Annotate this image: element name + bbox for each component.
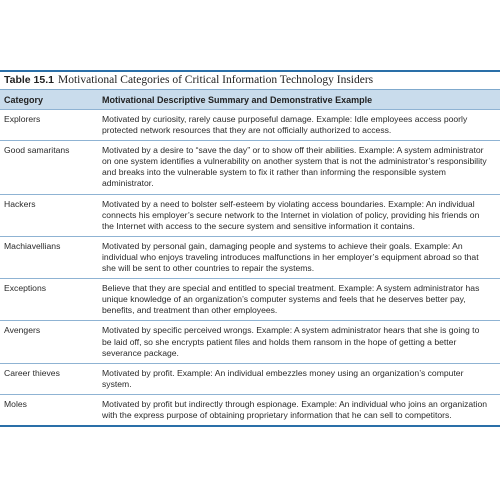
row-category: Explorers <box>4 114 41 124</box>
row-description: Motivated by profit. Example: An individual embezzles money using an organization’s computer system. <box>102 367 464 389</box>
table-row <box>0 194 500 236</box>
motivational-categories-table <box>0 70 500 427</box>
table-number: Table 15.1 <box>4 74 54 86</box>
row-category: Machiavellians <box>4 240 61 251</box>
row-category: Career thieves <box>4 367 60 378</box>
header-description: Motivational Descriptive Summary and Demonstrative Example <box>102 94 373 105</box>
row-category: Exceptions <box>4 283 47 294</box>
table-caption <box>0 72 500 89</box>
row-description: Motivated by personal gain, damaging people and systems to achieve their goals. Example: An individual who enjoys traveling introduces malfunctions in her employer’s equipment abroad so that she will be sent to other countries to repair the systems. <box>102 240 479 274</box>
row-category: Hackers <box>4 198 36 209</box>
table-row <box>0 236 500 278</box>
row-category: Good samaritans <box>4 145 70 156</box>
table-body <box>0 109 500 425</box>
row-description: Believe that they are special and entitled to special treatment. Example: A system administrator has unique knowledge of an organization’s computer systems and feels that he deserves better pay, benefits, and treatment than other employees. <box>102 283 480 316</box>
table-bottom-rule <box>0 425 500 427</box>
row-description: Motivated by a need to bolster self-esteem by violating access boundaries. Example: An individual connects his employer’s secure network to the Internet in violation of policy, providing his friends on the Internet with access to the secure system and sensitive information it contains. <box>102 198 480 231</box>
header-category: Category <box>4 94 44 105</box>
table-title: Motivational Categories of Critical Information Technology Insiders <box>58 74 374 86</box>
table-header-row <box>0 89 500 109</box>
table-row <box>0 140 500 193</box>
table-row <box>0 278 500 320</box>
row-description: Motivated by a desire to “save the day” or to show off their abilities. Example: A system administrator on one system identifies a vulnerability on another system that is not the administrator’s responsibility and breaks into the vulnerable system to fix it rather than informing the responsible system administrator. <box>102 145 487 189</box>
table-row <box>0 363 500 394</box>
table-row <box>0 394 500 425</box>
row-description: Motivated by profit but indirectly through espionage. Example: An individual who joins an organization with the express purpose of obtaining proprietary information that he can sell to competitors. <box>102 398 488 420</box>
row-category: Moles <box>4 398 27 409</box>
row-category: Avengers <box>4 325 41 336</box>
row-description: Motivated by curiosity, rarely cause purposeful damage. Example: Idle employees access poorly protected network resources that they are not officially authorized to access. <box>102 114 468 136</box>
table-row <box>0 109 500 140</box>
row-description: Motivated by specific perceived wrongs. Example: A system administrator hears that she is going to be laid off, so she encrypts patient files and holds them ransom in the hope of getting a better severance package. <box>102 325 480 358</box>
table-row <box>0 320 500 362</box>
